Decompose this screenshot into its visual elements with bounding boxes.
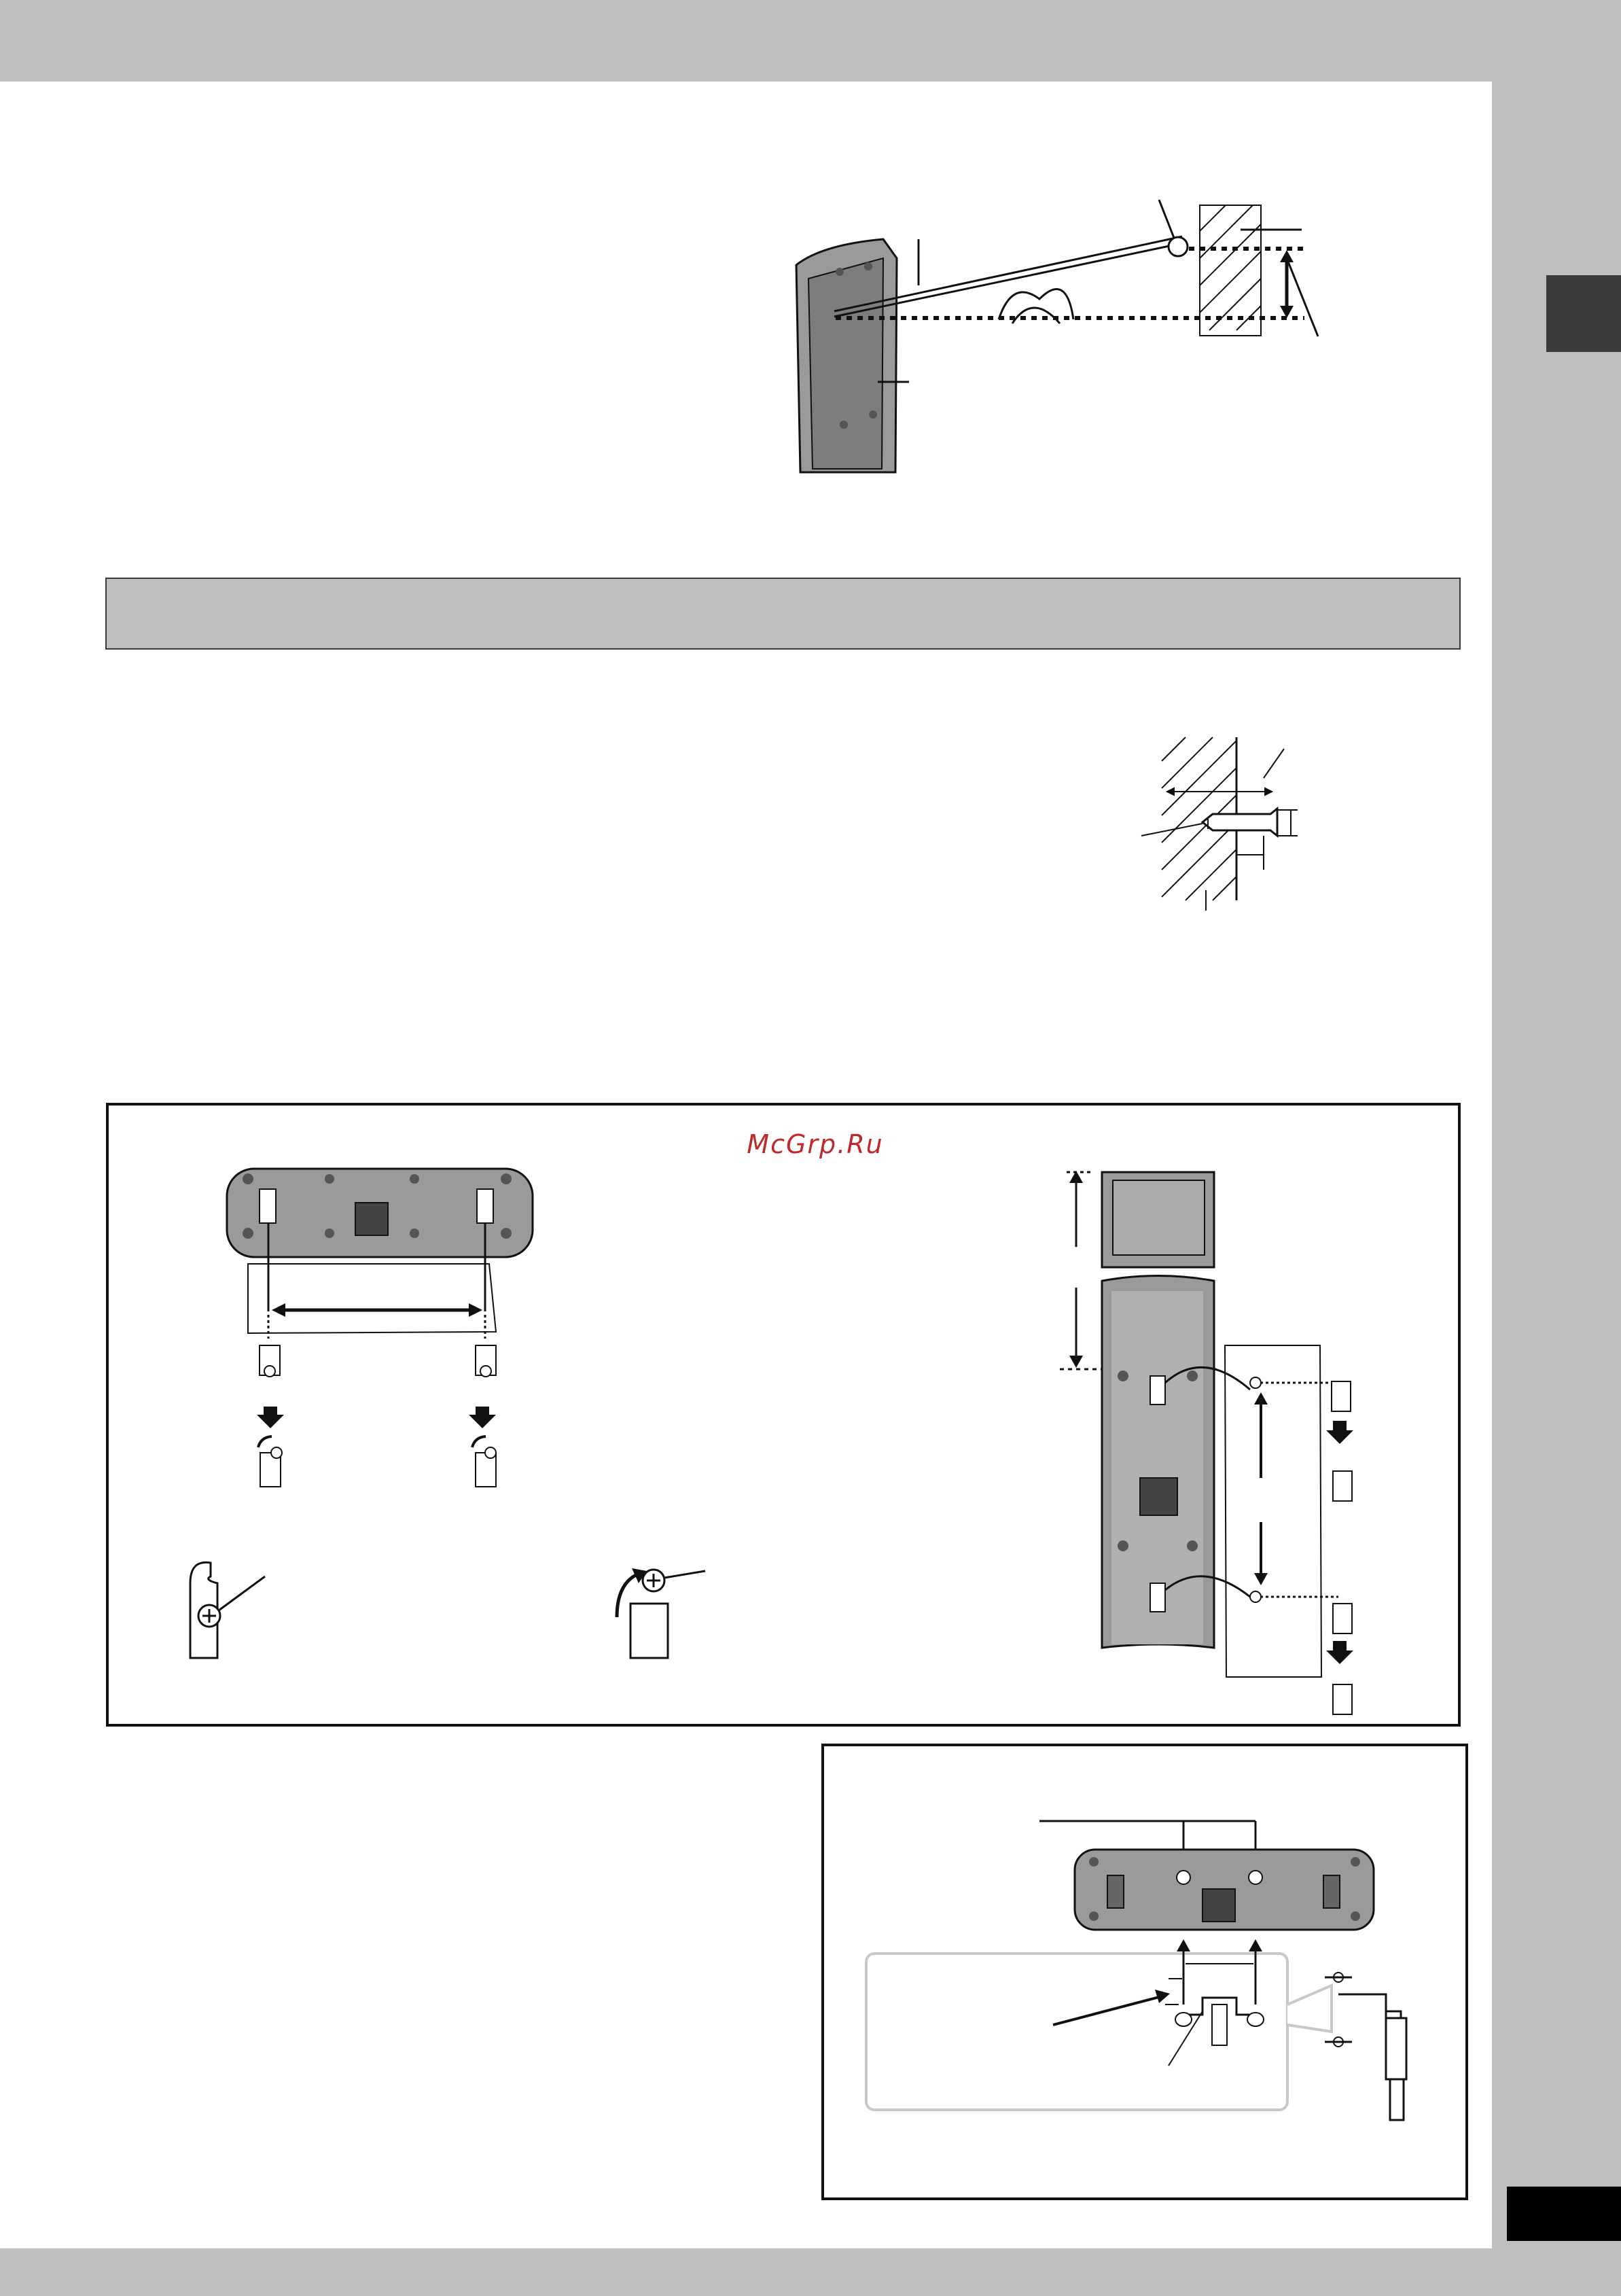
center-speaker-mounting-diagram: [217, 1162, 544, 1515]
tall-speaker-mounting-diagram: [1053, 1165, 1406, 1723]
wall-screw-dimension-diagram: [1135, 734, 1311, 917]
bottom-margin-band: [0, 2248, 1621, 2296]
screw-slide-detail-icon: [611, 1556, 713, 1665]
speaker-tether-illustration: [781, 190, 1325, 476]
page-number-box: [1507, 2187, 1621, 2241]
top-margin-band: [0, 0, 1621, 82]
section-header-bar: [105, 578, 1461, 650]
chapter-tab: [1546, 275, 1621, 352]
screw-hole-detail-icon: [183, 1556, 279, 1665]
watermark-text: McGrp.Ru: [747, 1129, 884, 1159]
speaker-bracket-diagram: [863, 1807, 1440, 2134]
